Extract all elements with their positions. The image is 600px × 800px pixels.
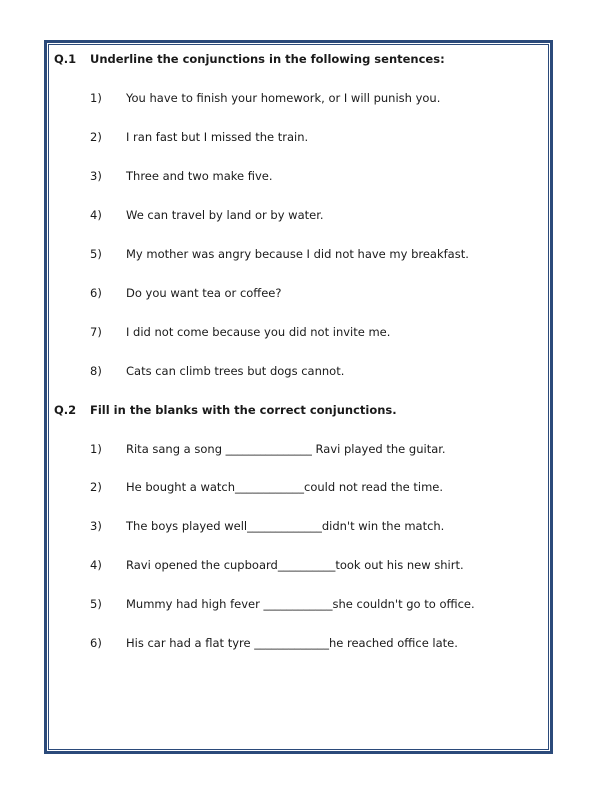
- q1-item-text: I did not come because you did not invite me.: [126, 325, 391, 339]
- q2-item-text: Rita sang a song _______________ Ravi played the guitar.: [126, 442, 446, 456]
- q2-item-number: 3): [90, 519, 102, 533]
- q1-item-text: Cats can climb trees but dogs cannot.: [126, 364, 345, 378]
- q2-item-text: He bought a watch____________could not read the time.: [126, 480, 444, 494]
- q2-item-4: [90, 558, 464, 572]
- q2-item-text: The boys played well_____________didn't win the match.: [126, 519, 445, 533]
- q1-item-7: [90, 325, 390, 339]
- q2-item-6: [90, 636, 458, 650]
- q1-item-text: Do you want tea or coffee?: [126, 286, 282, 300]
- question-2-title: Fill in the blanks with the correct conjunctions.: [90, 403, 397, 417]
- q2-item-5: [90, 597, 475, 611]
- question-2-heading: [54, 403, 397, 417]
- q1-item-text: We can travel by land or by water.: [126, 208, 324, 222]
- q1-item-text: Three and two make five.: [126, 169, 273, 183]
- q2-item-number: 5): [90, 597, 102, 611]
- q1-item-number: 3): [90, 169, 102, 183]
- q1-item-2: [90, 130, 308, 144]
- q2-item-number: 2): [90, 480, 102, 494]
- q2-item-number: 1): [90, 442, 102, 456]
- q1-item-number: 4): [90, 208, 102, 222]
- q2-item-2: [90, 480, 443, 494]
- q1-item-text: You have to finish your homework, or I will punish you.: [126, 91, 441, 105]
- q1-item-1: [90, 91, 440, 105]
- q2-item-number: 6): [90, 636, 102, 650]
- question-1-number: Q.1: [54, 52, 77, 66]
- q2-item-text: His car had a flat tyre _____________he reached office late.: [126, 636, 458, 650]
- q1-item-6: [90, 286, 281, 300]
- q2-item-text: Mummy had high fever ____________she couldn't go to office.: [126, 597, 475, 611]
- q1-item-5: [90, 247, 469, 261]
- q2-item-number: 4): [90, 558, 102, 572]
- q1-item-number: 6): [90, 286, 102, 300]
- q1-item-number: 1): [90, 91, 102, 105]
- q1-item-8: [90, 364, 344, 378]
- q2-item-3: [90, 519, 444, 533]
- q1-item-3: [90, 169, 273, 183]
- q1-item-number: 8): [90, 364, 102, 378]
- q2-item-1: [90, 442, 446, 456]
- question-2-number: Q.2: [54, 403, 77, 417]
- q1-item-number: 7): [90, 325, 102, 339]
- q1-item-number: 5): [90, 247, 102, 261]
- question-1-title: Underline the conjunctions in the following sentences:: [90, 52, 445, 66]
- q1-item-number: 2): [90, 130, 102, 144]
- q1-item-4: [90, 208, 324, 222]
- question-1-heading: [54, 52, 445, 66]
- q2-item-text: Ravi opened the cupboard__________took out his new shirt.: [126, 558, 464, 572]
- q1-item-text: I ran fast but I missed the train.: [126, 130, 309, 144]
- q1-item-text: My mother was angry because I did not have my breakfast.: [126, 247, 469, 261]
